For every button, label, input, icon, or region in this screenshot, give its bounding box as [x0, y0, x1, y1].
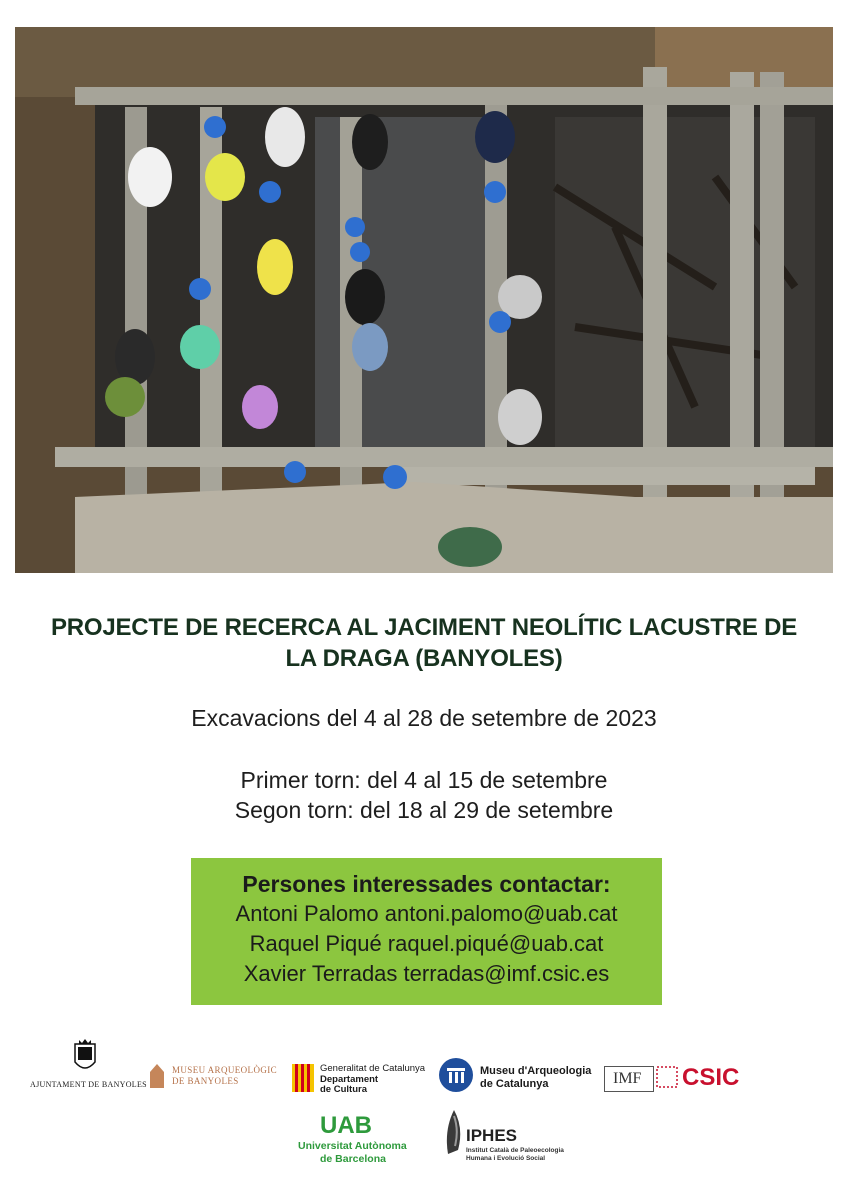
logo-imf — [604, 1066, 654, 1092]
logo-museu-arqueologic-banyoles — [150, 1062, 280, 1092]
csic-label: CSIC — [682, 1064, 740, 1091]
contact-heading: Persones interessades contactar: — [242, 871, 611, 897]
excavation-photo — [15, 27, 833, 573]
poster-title — [0, 612, 848, 674]
turn-second: Segon torn: del 18 al 29 de setembre — [234, 797, 614, 823]
logo-uab — [296, 1112, 407, 1167]
banyoles-crest-icon — [70, 1038, 100, 1076]
uab-label: UAB — [320, 1112, 372, 1139]
contact-box — [191, 858, 662, 1005]
museu-banyoles-icon — [150, 1064, 164, 1088]
excavation-dates: Excavacions del 4 al 28 de setembre de 2023 — [191, 705, 657, 731]
mac-line-2: de Catalunya — [480, 1078, 549, 1090]
mac-line-1: Museu d'Arqueologia — [480, 1065, 592, 1077]
title-line-2: LA DRAGA (BANYOLES) — [285, 645, 563, 672]
contact-person: Antoni Palomo antoni.palomo@uab.cat — [235, 901, 618, 926]
generalitat-line-3: de Cultura — [320, 1084, 367, 1095]
uab-line-3: de Barcelona — [320, 1153, 386, 1165]
logo-ajuntament-banyoles — [30, 1038, 147, 1094]
turn-first: Primer torn: del 4 al 15 de setembre — [240, 767, 608, 793]
contact-person: Raquel Piqué raquel.piqué@uab.cat — [249, 931, 604, 956]
iphes-line-2: Institut Català de Paleoecologia — [466, 1147, 564, 1154]
imf-label: IMF — [613, 1070, 642, 1087]
logo-museu-arqueologia-catalunya — [438, 1057, 598, 1097]
generalitat-line-2: Departament — [320, 1074, 379, 1085]
uab-line-2: Universitat Autònoma — [298, 1140, 407, 1152]
generalitat-line-1: Generalitat de Catalunya — [320, 1063, 426, 1074]
iphes-line-3: Humana i Evolució Social — [466, 1155, 546, 1162]
turns-block — [0, 765, 848, 825]
iphes-stone-icon — [444, 1110, 464, 1156]
mac-icon — [438, 1057, 474, 1093]
contact-person: Xavier Terradas terradas@imf.csic.es — [243, 961, 610, 986]
museu-banyoles-line-1: MUSEU ARQUEOLÒGIC — [172, 1065, 278, 1075]
museu-banyoles-line-2: DE BANYOLES — [172, 1076, 239, 1086]
excavation-photo-illustration — [15, 27, 833, 573]
generalitat-flag-icon — [292, 1064, 314, 1092]
banyoles-label: AJUNTAMENT DE BANYOLES — [30, 1080, 147, 1089]
logo-generalitat-cultura — [292, 1062, 432, 1096]
iphes-label: IPHES — [466, 1126, 518, 1145]
csic-emblem-icon — [656, 1066, 678, 1088]
title-line-1: PROJECTE DE RECERCA AL JACIMENT NEOLÍTIC LACUSTRE DE — [50, 614, 798, 641]
logo-iphes — [444, 1110, 584, 1170]
logo-csic — [656, 1064, 766, 1098]
